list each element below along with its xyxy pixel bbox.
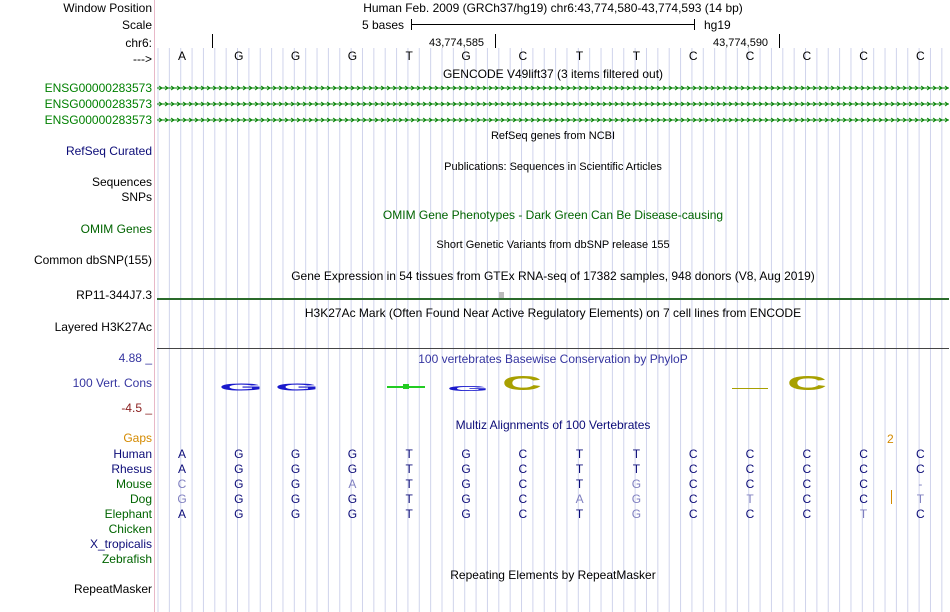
gencode-gene-line[interactable] — [157, 83, 949, 127]
phylop-title: 100 vertebrates Basewise Conservation by PhyloP — [418, 352, 688, 366]
aligned-base: G — [461, 447, 471, 461]
reference-base: G — [461, 49, 471, 63]
aligned-base: T — [405, 507, 413, 521]
gencode-item-label[interactable]: ENSG00000283573 — [44, 113, 152, 127]
aligned-base: C — [859, 462, 868, 476]
aligned-base: C — [745, 462, 755, 476]
aligned-base: G — [631, 507, 642, 521]
aligned-base: T — [575, 477, 584, 491]
chrom-label: chr6: — [125, 36, 152, 50]
aligned-base: A — [177, 507, 186, 521]
h3k27ac-baseline — [157, 348, 949, 349]
phylop-min: -4.5 _ — [121, 401, 152, 415]
reference-base: C — [802, 49, 812, 63]
ruler-pos1: 43,774,585 — [429, 37, 485, 49]
phylop-label[interactable]: 100 Vert. Cons — [72, 376, 152, 390]
aligned-base: C — [688, 462, 698, 476]
species-label[interactable]: X_tropicalis — [89, 537, 152, 551]
aligned-base: T — [746, 492, 754, 506]
omim-label[interactable]: OMIM Genes — [80, 222, 152, 236]
aligned-base: C — [688, 492, 698, 506]
aligned-base: C — [916, 462, 925, 476]
aligned-base: G — [347, 447, 358, 461]
gtex-title: Gene Expression in 54 tissues from GTEx RNA-seq of 17382 samples, 948 donors (V8, Aug 2019) — [291, 269, 815, 283]
aligned-base: G — [177, 492, 187, 506]
reference-base: T — [405, 49, 413, 63]
dbsnp-label[interactable]: Common dbSNP(155) — [33, 253, 152, 267]
aligned-base: C — [177, 477, 187, 491]
reference-base: G — [347, 49, 358, 63]
phylop-glyph-g: G — [219, 381, 263, 393]
h3k27ac-title: H3K27Ac Mark (Often Found Near Active Regulatory Elements) on 7 cell lines from ENCODE — [304, 306, 802, 320]
species-label[interactable]: Elephant — [104, 507, 152, 521]
species-label[interactable]: Zebrafish — [101, 552, 152, 566]
aligned-base: C — [802, 492, 812, 506]
gencode-item-label[interactable]: ENSG00000283573 — [44, 81, 152, 95]
species-label[interactable]: Chicken — [108, 522, 152, 536]
reference-base: C — [859, 49, 868, 63]
aligned-base: G — [461, 507, 471, 521]
aligned-base: C — [859, 447, 868, 461]
sequences-label[interactable]: Sequences — [91, 175, 152, 189]
aligned-base: C — [802, 507, 812, 521]
aligned-base: G — [347, 507, 358, 521]
aligned-base: C — [916, 447, 925, 461]
aligned-base: C — [802, 462, 812, 476]
species-label[interactable]: Rhesus — [111, 462, 152, 476]
refseq-title: RefSeq genes from NCBI — [490, 130, 616, 142]
multiz-title: Multiz Alignments of 100 Vertebrates — [455, 418, 651, 432]
aligned-base: T — [575, 462, 584, 476]
reference-base: C — [916, 49, 925, 63]
aligned-base: - — [918, 477, 923, 491]
h3k27ac-label[interactable]: Layered H3K27Ac — [54, 320, 152, 334]
repeatmasker-label[interactable]: RepeatMasker — [73, 582, 152, 596]
aligned-base: G — [631, 492, 642, 506]
gtex-gene-line[interactable] — [157, 298, 949, 300]
aligned-base: T — [575, 447, 584, 461]
phylop-glyph-c: C — [502, 374, 542, 395]
sidebar-divider — [154, 0, 155, 612]
scale-bar-left-tick — [411, 19, 412, 30]
reference-base: G — [290, 49, 301, 63]
ruler-tick — [212, 34, 213, 48]
phylop-glyph-c — [732, 388, 768, 389]
scale-db: hg19 — [704, 18, 731, 32]
aligned-base: G — [461, 462, 471, 476]
aligned-base: T — [632, 462, 641, 476]
species-label[interactable]: Human — [113, 447, 152, 461]
aligned-base: G — [290, 477, 301, 491]
aligned-base: G — [347, 492, 358, 506]
reference-base: T — [575, 49, 584, 63]
species-label[interactable]: Mouse — [115, 477, 152, 491]
gap-marker — [891, 490, 892, 504]
phylop-logo — [157, 374, 949, 396]
aligned-base: A — [177, 462, 186, 476]
aligned-base: G — [290, 462, 301, 476]
aligned-base: C — [518, 477, 528, 491]
aligned-base: G — [461, 477, 471, 491]
aligned-base: A — [575, 492, 584, 506]
gencode-title: GENCODE V49lift37 (3 items filtered out) — [442, 67, 664, 81]
reference-base: C — [688, 49, 698, 63]
aligned-base: C — [688, 447, 698, 461]
ruler-pos2: 43,774,590 — [713, 37, 769, 49]
dbsnp-title: Short Genetic Variants from dbSNP release 155 — [436, 239, 670, 251]
repeatmasker-title: Repeating Elements by RepeatMasker — [450, 568, 656, 582]
aligned-base: G — [290, 447, 301, 461]
phylop-glyph-t — [403, 384, 409, 389]
ruler-tick — [779, 34, 780, 48]
refseq-label[interactable]: RefSeq Curated — [65, 144, 152, 158]
aligned-base: C — [688, 477, 698, 491]
gtex-label[interactable]: RP11-344J7.3 — [76, 288, 152, 302]
aligned-base: C — [745, 447, 755, 461]
snps-label[interactable]: SNPs — [121, 190, 152, 204]
aligned-base: G — [234, 447, 244, 461]
aligned-base: T — [859, 507, 868, 521]
aligned-base: A — [348, 477, 357, 491]
aligned-base: C — [688, 507, 698, 521]
window-position-value[interactable]: Human Feb. 2009 (GRCh37/hg19) chr6:43,774,580-43,774,593 (14 bp) — [363, 1, 743, 15]
aligned-base: T — [405, 477, 413, 491]
aligned-base: G — [290, 492, 301, 506]
aligned-base: C — [802, 477, 812, 491]
aligned-base: G — [234, 477, 244, 491]
ruler-tick — [495, 34, 496, 48]
scale-text: 5 bases — [362, 18, 405, 32]
aligned-base: G — [234, 507, 244, 521]
strand-label: ---> — [133, 52, 152, 66]
gencode-item-label[interactable]: ENSG00000283573 — [44, 97, 152, 111]
aligned-base: A — [177, 447, 186, 461]
aligned-base: C — [745, 477, 755, 491]
aligned-base: C — [859, 492, 868, 506]
window-position-label: Window Position — [63, 1, 152, 15]
phylop-glyph-c: C — [787, 374, 827, 395]
scale-bar — [411, 24, 695, 25]
aligned-base: T — [405, 462, 413, 476]
aligned-base: T — [405, 492, 413, 506]
aligned-base: G — [234, 462, 244, 476]
aligned-base: T — [916, 492, 925, 506]
phylop-glyph-g: G — [275, 381, 319, 393]
omim-title: OMIM Gene Phenotypes - Dark Green Can Be Disease-causing — [382, 208, 724, 222]
reference-base: G — [234, 49, 244, 63]
aligned-base: C — [745, 507, 755, 521]
aligned-base: G — [234, 492, 244, 506]
gaps-value: 2 — [887, 432, 894, 446]
aligned-base: G — [631, 477, 642, 491]
reference-base: C — [745, 49, 755, 63]
reference-base: T — [632, 49, 641, 63]
aligned-base: C — [518, 447, 528, 461]
aligned-base: C — [518, 492, 528, 506]
reference-base: A — [177, 49, 186, 63]
scale-bar-right-tick — [694, 19, 695, 30]
gaps-label[interactable]: Gaps — [123, 431, 152, 445]
aligned-base: C — [518, 507, 528, 521]
reference-base: C — [518, 49, 528, 63]
aligned-base: C — [859, 477, 868, 491]
aligned-base: G — [347, 462, 358, 476]
phylop-glyph-g: G — [447, 384, 489, 394]
species-label[interactable]: Dog — [129, 492, 152, 506]
aligned-base: T — [405, 447, 413, 461]
aligned-base: C — [916, 507, 925, 521]
aligned-base: G — [461, 492, 471, 506]
aligned-base: G — [290, 507, 301, 521]
aligned-base: T — [632, 447, 641, 461]
scale-label: Scale — [121, 18, 152, 32]
aligned-base: C — [518, 462, 528, 476]
aligned-base: T — [575, 507, 584, 521]
publications-title: Publications: Sequences in Scientific Articles — [444, 161, 662, 173]
aligned-base: C — [802, 447, 812, 461]
phylop-max: 4.88 _ — [118, 351, 152, 365]
